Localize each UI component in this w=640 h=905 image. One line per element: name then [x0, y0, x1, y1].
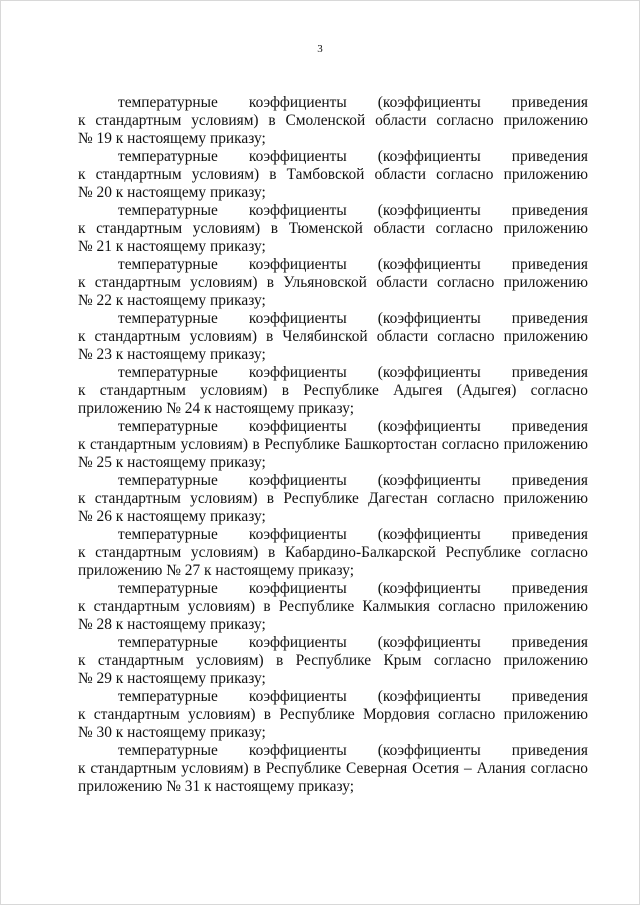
paragraph-line: температурные коэффициенты (коэффициенты приведения: [118, 364, 588, 381]
list-paragraph: [78, 148, 588, 202]
list-paragraph: [78, 94, 588, 148]
paragraph-line: № 19 к настоящему приказу;: [78, 130, 266, 147]
list-paragraph: [78, 742, 588, 796]
list-paragraph: [78, 310, 588, 364]
paragraph-line: к стандартным условиям) в Республике Дагестан согласно приложению: [78, 490, 588, 507]
paragraph-line: температурные коэффициенты (коэффициенты приведения: [118, 688, 588, 705]
page-number: 3: [317, 43, 323, 55]
paragraph-line: температурные коэффициенты (коэффициенты приведения: [118, 472, 588, 489]
paragraph-line: приложению № 31 к настоящему приказу;: [78, 778, 354, 795]
paragraph-line: к стандартным условиям) в Республике Башкортостан согласно приложению: [78, 436, 588, 453]
paragraph-line: № 22 к настоящему приказу;: [78, 292, 266, 309]
paragraph-line: № 21 к настоящему приказу;: [78, 238, 266, 255]
paragraph-line: температурные коэффициенты (коэффициенты приведения: [118, 256, 588, 273]
list-paragraph: [78, 364, 588, 418]
list-paragraph: [78, 634, 588, 688]
paragraph-line: температурные коэффициенты (коэффициенты приведения: [118, 310, 588, 327]
document-body: [78, 94, 588, 796]
paragraph-line: № 28 к настоящему приказу;: [78, 616, 266, 633]
list-paragraph: [78, 688, 588, 742]
paragraph-line: к стандартным условиям) в Тамбовской области согласно приложению: [78, 166, 588, 183]
paragraph-line: к стандартным условиям) в Тюменской области согласно приложению: [78, 220, 588, 237]
paragraph-line: температурные коэффициенты (коэффициенты приведения: [118, 526, 588, 543]
paragraph-line: к стандартным условиям) в Кабардино-Балкарской Республике согласно: [78, 544, 588, 561]
paragraph-line: приложению № 27 к настоящему приказу;: [78, 562, 354, 579]
paragraph-line: температурные коэффициенты (коэффициенты приведения: [118, 634, 588, 651]
paragraph-line: № 30 к настоящему приказу;: [78, 724, 266, 741]
paragraph-line: к стандартным условиям) в Республике Северная Осетия – Алания согласно: [78, 760, 588, 777]
paragraph-line: № 23 к настоящему приказу;: [78, 346, 266, 363]
paragraph-line: к стандартным условиям) в Республике Калмыкия согласно приложению: [78, 598, 588, 615]
paragraph-line: приложению № 24 к настоящему приказу;: [78, 400, 354, 417]
paragraph-line: к стандартным условиям) в Республике Крым согласно приложению: [78, 652, 588, 669]
paragraph-line: температурные коэффициенты (коэффициенты приведения: [118, 580, 588, 597]
list-paragraph: [78, 526, 588, 580]
paragraph-line: № 25 к настоящему приказу;: [78, 454, 266, 471]
list-paragraph: [78, 580, 588, 634]
paragraph-line: температурные коэффициенты (коэффициенты приведения: [118, 418, 588, 435]
list-paragraph: [78, 256, 588, 310]
paragraph-line: температурные коэффициенты (коэффициенты приведения: [118, 202, 588, 219]
paragraph-line: температурные коэффициенты (коэффициенты приведения: [118, 94, 588, 111]
list-paragraph: [78, 202, 588, 256]
paragraph-line: к стандартным условиям) в Республике Мордовия согласно приложению: [78, 706, 588, 723]
paragraph-line: к стандартным условиям) в Челябинской области согласно приложению: [78, 328, 588, 345]
list-paragraph: [78, 418, 588, 472]
paragraph-line: температурные коэффициенты (коэффициенты приведения: [118, 742, 588, 759]
paragraph-line: к стандартным условиям) в Смоленской области согласно приложению: [78, 112, 588, 129]
paragraph-line: № 29 к настоящему приказу;: [78, 670, 266, 687]
paragraph-line: к стандартным условиям) в Республике Адыгея (Адыгея) согласно: [78, 382, 588, 399]
list-paragraph: [78, 472, 588, 526]
paragraph-line: № 26 к настоящему приказу;: [78, 508, 266, 525]
paragraph-line: № 20 к настоящему приказу;: [78, 184, 266, 201]
paragraph-line: температурные коэффициенты (коэффициенты приведения: [118, 148, 588, 165]
paragraph-line: к стандартным условиям) в Ульяновской области согласно приложению: [78, 274, 588, 291]
